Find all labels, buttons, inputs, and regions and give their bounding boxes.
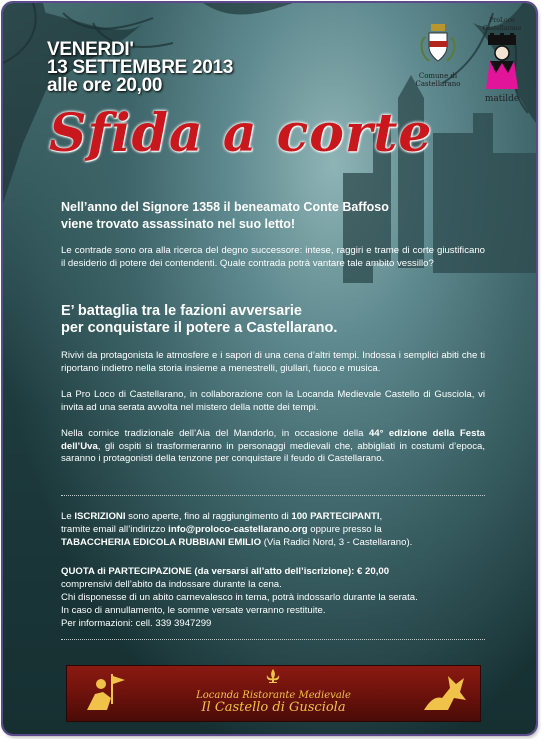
dragon-icon: [420, 670, 468, 716]
registration-info: [61, 510, 491, 549]
divider-bottom: [61, 639, 485, 640]
battle-heading: [61, 303, 481, 337]
banner-line-2: Il Castello di Gusciola: [201, 700, 346, 715]
quota-line-3: In caso di annullamento, le somme versate verranno restituite.: [61, 605, 326, 616]
paragraph-contrade: Le contrade sono ora alla ricerca del degno successore: intese, raggiri e trame di corte giustificano il desiderio di potere dei contendenti. Quale contrada potrà vantare tale ambito vessillo?: [61, 245, 485, 269]
reg-text-5: oppure presso la: [307, 524, 382, 535]
reg-text-3: ,: [379, 511, 383, 522]
festa-uva-highlight: 44° edizione della Festa dell’Uva: [61, 428, 485, 452]
email-link[interactable]: info@proloco-castellarano.org: [168, 524, 308, 535]
coat-of-arms-icon: [415, 21, 461, 67]
quota-line-4: Per informazioni: cell. 339 3947299: [61, 618, 212, 629]
paragraph-rivivi: Rivivi da protagonista le atmosfere e i sapori di una cena d’altri tempi. Indossa i semplici abiti che ti riportano indietro nella storia insieme a menestrelli, giullari, fuoco e musica.: [61, 350, 485, 374]
reg-text-2: sono aperte, fino al raggiungimento di: [125, 511, 292, 522]
cornice-text-1: Nella cornice tradizionale dell’Aia del Mandorlo, in occasione della: [61, 428, 369, 439]
participants-limit: 100 PARTECIPANTI: [291, 511, 380, 522]
divider-top: [61, 495, 485, 496]
shop-name: TABACCHERIA EDICOLA RUBBIANI EMILIO: [61, 537, 262, 548]
date-full: 13 SETTEMBRE 2013: [47, 57, 234, 78]
paragraph-proloco: La Pro Loco di Castellarano, in collaborazione con la Locanda Medievale Castello di Gusciola, vi invita ad una serata avvolta nel mistero della notte dei tempi.: [61, 389, 485, 413]
fleur-de-lis-icon: [266, 669, 280, 687]
cornice-text-2: , gli ospiti si trasformeranno in personaggi medievali che, abbigliati in costumi d’epoca, saranno i protagonisti della tenzone per conquistare il feudo di Castellarano.: [61, 440, 485, 465]
iscrizioni-label: ISCRIZIONI: [74, 511, 126, 522]
quota-line-1: comprensivi dell’abito da indossare durante la cena.: [61, 579, 282, 590]
paragraph-cornice: [61, 428, 485, 466]
event-title: Sfida a corte: [49, 103, 433, 164]
locanda-banner: [66, 665, 481, 722]
reg-text-1: Le: [61, 511, 75, 522]
quota-heading: QUOTA di PARTECIPAZIONE (da versarsi all’atto dell’iscrizione): € 20,00: [61, 566, 390, 577]
event-date: [47, 41, 233, 95]
intro-line-1: Nell’anno del Signore 1358 il beneamato Conte Baffoso: [61, 200, 389, 214]
comune-caption-1: Comune di: [418, 72, 458, 80]
quota-info: [61, 565, 491, 630]
battle-heading-line-2: per conquistare il potere a Castellarano.: [61, 320, 338, 336]
registration-line-3: [61, 536, 491, 549]
matilde-figure-icon: [480, 33, 524, 89]
proloco-logo: [473, 17, 531, 104]
registration-line-2: [61, 523, 491, 536]
reg-text-4: tramite email all’indirizzo: [61, 524, 169, 535]
shop-address: (Via Radici Nord, 3 - Castellarano).: [261, 537, 413, 548]
battle-heading-line-1: E’ battaglia tra le fazioni avversarie: [61, 303, 302, 319]
comune-logo: [413, 21, 463, 88]
comune-caption-2: Castellarano: [415, 80, 461, 88]
quota-line-2: Chi disponesse di un abito carnevalesco in tema, potrà indossarlo durante la serata.: [61, 592, 418, 603]
proloco-name: matilde: [484, 94, 520, 104]
poster: [3, 3, 536, 734]
date-day: VENERDI': [47, 39, 134, 60]
intro: [61, 199, 481, 233]
date-time: alle ore 20,00: [47, 75, 163, 96]
banner-line-1: Locanda Ristorante Medievale: [196, 690, 351, 701]
proloco-caption: ProLoco Castellarano: [482, 17, 522, 32]
registration-line-1: [61, 510, 491, 523]
intro-line-2: viene trovato assassinato nel suo letto!: [61, 217, 296, 231]
